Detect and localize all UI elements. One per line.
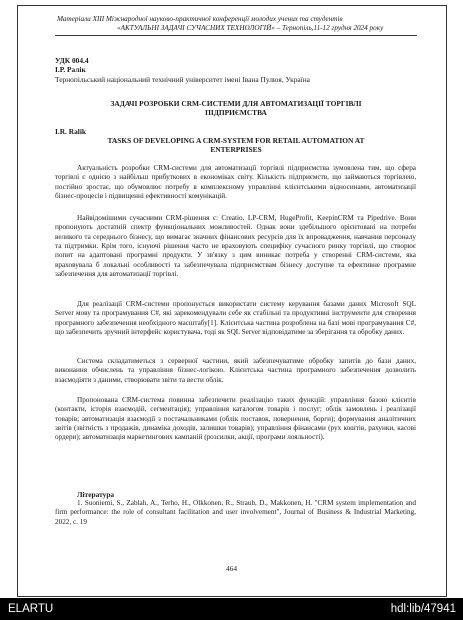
handle-identifier: hdl:lib/47941 bbox=[390, 603, 456, 615]
reference-item: 1. Suoniemi, S., Zablah, A., Terho, H., Olkkonen, R., Straub, D., Makkonen, H. "CRM system implementation and firm performance: the role of consultant facilitation and user involvement", Journal of Business & Industrial Marketing, 2022, с. 19 bbox=[55, 499, 416, 526]
title-ua-line2: ПІДПРИЄМСТВА bbox=[205, 108, 267, 117]
udc-code: УДК 004.4 bbox=[55, 56, 89, 65]
repository-footer-bar bbox=[0, 598, 463, 620]
repository-name: ELARTU bbox=[8, 603, 54, 615]
title-en-line2: ENTERPRISES bbox=[210, 145, 262, 154]
body-paragraph: Система складатиметься з серверної частини, який забезпечуватиме обробку запитів до бази даних, виконання обчислень та управління бізнес-логікою. Клієнтська частина програмного забезпечення дозволить взаємодіяти з даними, створювати звіти та вести облік. bbox=[55, 357, 416, 384]
body-paragraph: Для реалізації CRM-системи пропонується використати систему керування базами даних Microsoft SQL Server мову та програмування C#, які зарекомендували себе як стабільні та продуктивні інструменти для створення програмного забезпечення необхідного масштабу[1]. Клієнтська частина розроблена на базі мові програмування C#, що забезпечить зручний інтерфейс користувача, тоді як SQL Server відповідатиме за зберігання та обробку даних. bbox=[55, 300, 416, 337]
body-paragraph: Пропонована CRM-система повинна забезпечити реалізацію таких функцій: управління базою клієнтів (контакти, історія взаємодій, сегментація); управління каталогом товарів і послуг; облік замовлень і реалізації товарів; автоматизація взаємодії з постачальниками (облік поставок, повернення, борги); формування аналітичних звітів (звітність з продажів, динаміка доходів, залишки товарів); управління фінансами (рух коштів, рахунки, касові ордери); автоматизація маркетингових кампаній (розсилки, акції, програми лояльності). bbox=[55, 396, 416, 442]
body-paragraph: Найвідомішими сучасними CRM-рішення є: Creatio, LP-CRM, HugeProfit, KeepinCRM та Pipedrive. Вони пропонують достатній спектр функціональних можливостей. Однак вони здебільшого орієнтовані на потреби великого та середнього бізнесу, що вимагає значних фінансових ресурсів для їх впровадження, навчання персоналу та підтримки. Крім того, існуючі рішення часто не враховують специфіку сучасного ринку торгівлі, що створює попит на адаптовані програмні продукти. У зв'язку з цим виникає потреба у створенні CRM-системи, яка враховувала б локальні особливості та забезпечувала підприємствам бізнесу доступне та ефективне програмне забезпечення для автоматизації торгівлі. bbox=[55, 214, 416, 279]
author-ua: І.Р. Ралік bbox=[55, 65, 86, 74]
body-paragraph: Актуальність розробки CRM-системи для автоматизації торгівлі підприємства зумовлена тим, що сфера торгівлі є однією з найбільш прибуткових в економіках світу. Кількість підприємств, що займаються торгівлею, постійно зростає, що обумовлює потребу в комплексному управлінні клієнтськими відносинами, автоматизації бізнес-процесів і підвищенні ефективності комунікацій. bbox=[55, 164, 416, 201]
author-en: I.R. Ralik bbox=[55, 127, 87, 136]
affiliation: Тернопільський національний технічний університет імені Івана Пулюя, Україна bbox=[55, 75, 310, 84]
title-ua-line1: ЗАДАЧІ РОЗРОБКИ CRM-СИСТЕМИ ДЛЯ АВТОМАТИЗАЦІЇ ТОРГІВЛІ bbox=[110, 99, 362, 108]
conference-header-line2: «АКТУАЛЬНІ ЗАДАЧІ СУЧАСНИХ ТЕХНОЛОГІЙ» – Тернопіль,11-12 грудня 2024 року bbox=[117, 24, 384, 32]
title-en-line1: TASKS OF DEVELOPING A CRM-SYSTEM FOR RETAIL AUTOMATION AT bbox=[107, 136, 365, 145]
conference-header-line1: Матеріали XIII Міжнародної науково-практичної конференції молодих учених та студентів bbox=[57, 15, 343, 23]
header-divider bbox=[55, 35, 417, 36]
literature-heading: Література bbox=[77, 490, 115, 499]
page-number: 464 bbox=[225, 564, 238, 573]
